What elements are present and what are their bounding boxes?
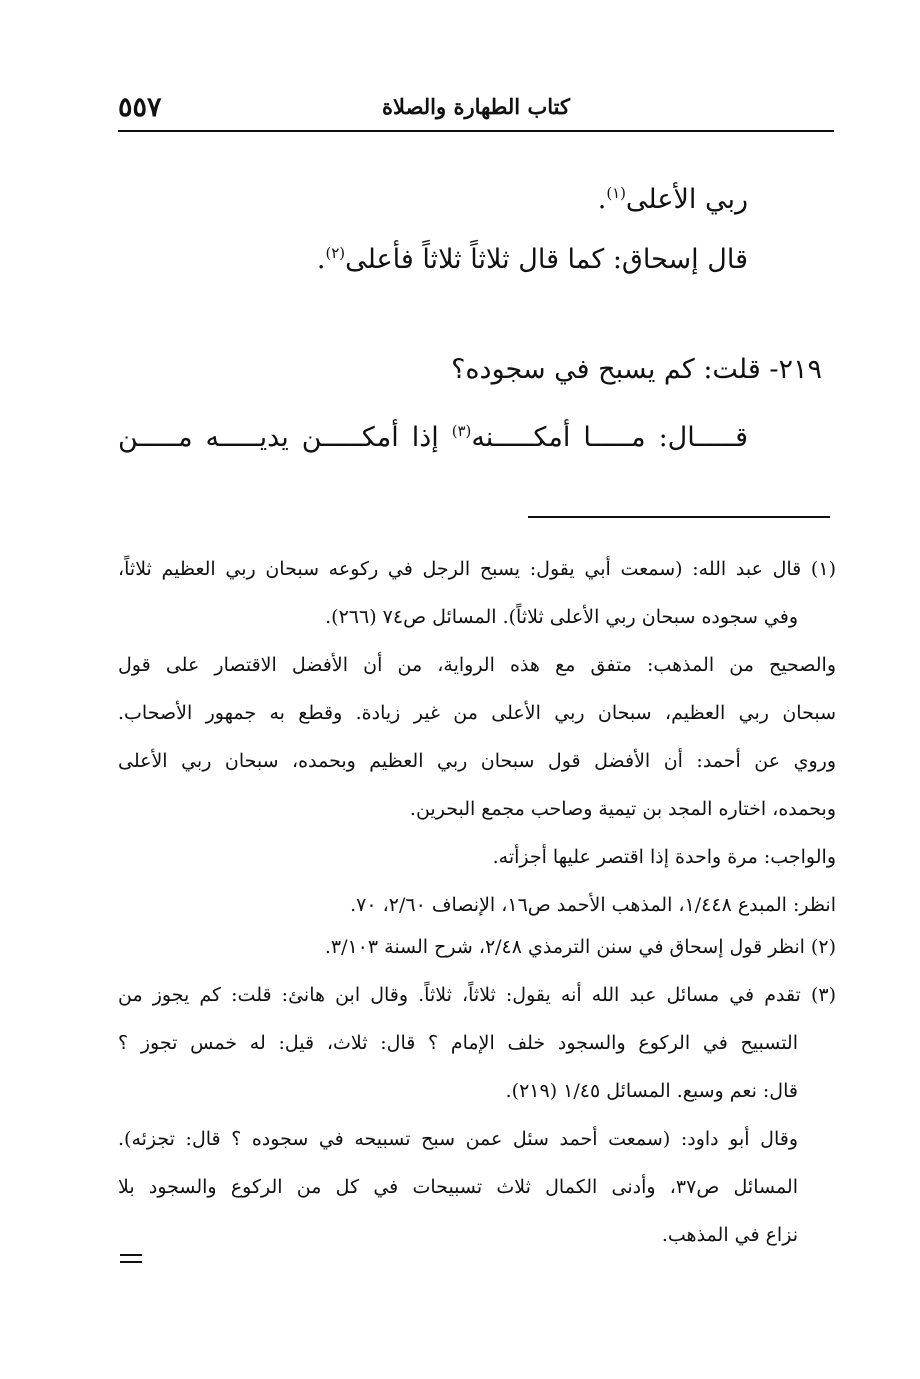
footnote-line: نزاع في المذهب. bbox=[661, 1224, 798, 1246]
footnote-line: وروي عن أحمد: أن الأفضل قول سبحان ربي العظيم وبحمده، سبحان ربي الأعلى bbox=[118, 750, 836, 772]
footnote-line: وبحمده، اختاره المجد بن تيمية وصاحب مجمع البحرين. bbox=[409, 798, 836, 820]
footnote-line: انظر: المبدع ١/٤٤٨، المذهب الأحمد ص١٦، الإنصاف ٢/٦٠، ٧٠. bbox=[350, 894, 836, 916]
footnote-line: والصحيح من المذهب: متفق مع هذه الرواية، من أن الأفضل الاقتصار على قول bbox=[118, 654, 836, 676]
line-end: . bbox=[316, 244, 326, 275]
footnote-line: (٣) تقدم في مسائل عبد الله أنه يقول: ثلاثاً، ثلاثاً. وقال ابن هانئ: قلت: كم يجوز من bbox=[118, 984, 836, 1006]
header-divider bbox=[118, 130, 834, 132]
footnote-line: (٢) انظر قول إسحاق في سنن الترمذي ٢/٤٨، شرح السنة ٣/١٠٣. bbox=[324, 936, 836, 958]
footnote-line: وفي سجوده سبحان ربي الأعلى ثلاثاً). المسائل ص٧٤ (٢٦٦). bbox=[325, 606, 798, 628]
question-heading: ٢١٩- قلت: كم يسبح في سجوده؟ bbox=[451, 354, 822, 385]
footnote-line: قال: نعم وسبع. المسائل ١/٤٥ (٢١٩). bbox=[505, 1080, 798, 1102]
text-line bbox=[118, 418, 748, 458]
line-text: قـــــال: مـــــا أمكـــــنه bbox=[471, 422, 748, 453]
footnote-ref: (٣) bbox=[451, 422, 472, 440]
footnote-divider bbox=[528, 516, 830, 518]
page-number: ٥٥٧ bbox=[118, 92, 162, 123]
footnote-line: المسائل ص٣٧، وأدنى الكمال ثلاث تسبيحات في كل من الركوع والسجود بلا bbox=[118, 1176, 798, 1198]
footnote-line: والواجب: مرة واحدة إذا اقتصر عليها أجزأته. bbox=[492, 846, 836, 868]
text-line bbox=[317, 240, 748, 280]
line-text: قال إسحاق: كما قال ثلاثاً ثلاثاً فأعلى bbox=[345, 244, 748, 275]
text-line bbox=[598, 180, 748, 220]
footnote-ref: (٢) bbox=[325, 244, 346, 262]
book-title: كتاب الطهارة والصلاة bbox=[382, 94, 570, 119]
footnote-ref: (١) bbox=[606, 184, 626, 202]
footnote-line: (١) قال عبد الله: (سمعت أبي يقول: يسبح الرجل في ركوعه سبحان ربي العظيم ثلاثاً، bbox=[118, 558, 836, 580]
line-text: ربي الأعلى bbox=[625, 184, 748, 215]
page-end-mark bbox=[120, 1254, 142, 1264]
footnote-line: سبحان ربي العظيم، سبحان ربي الأعلى من غير زيادة. وقطع به جمهور الأصحاب. bbox=[118, 702, 836, 724]
line-end: . bbox=[597, 184, 607, 215]
footnote-line: التسبيح في الركوع والسجود خلف الإمام ؟ قال: ثلاث، قيل: له خمس تجوز ؟ bbox=[118, 1032, 798, 1054]
page-header bbox=[118, 88, 834, 128]
footnote-line: وقال أبو داود: (سمعت أحمد سئل عمن سبح تسبيحه في سجوده ؟ قال: تجزئه). bbox=[118, 1128, 798, 1150]
line-text: إذا أمكـــــن يديـــــه مـــــن bbox=[118, 422, 452, 453]
